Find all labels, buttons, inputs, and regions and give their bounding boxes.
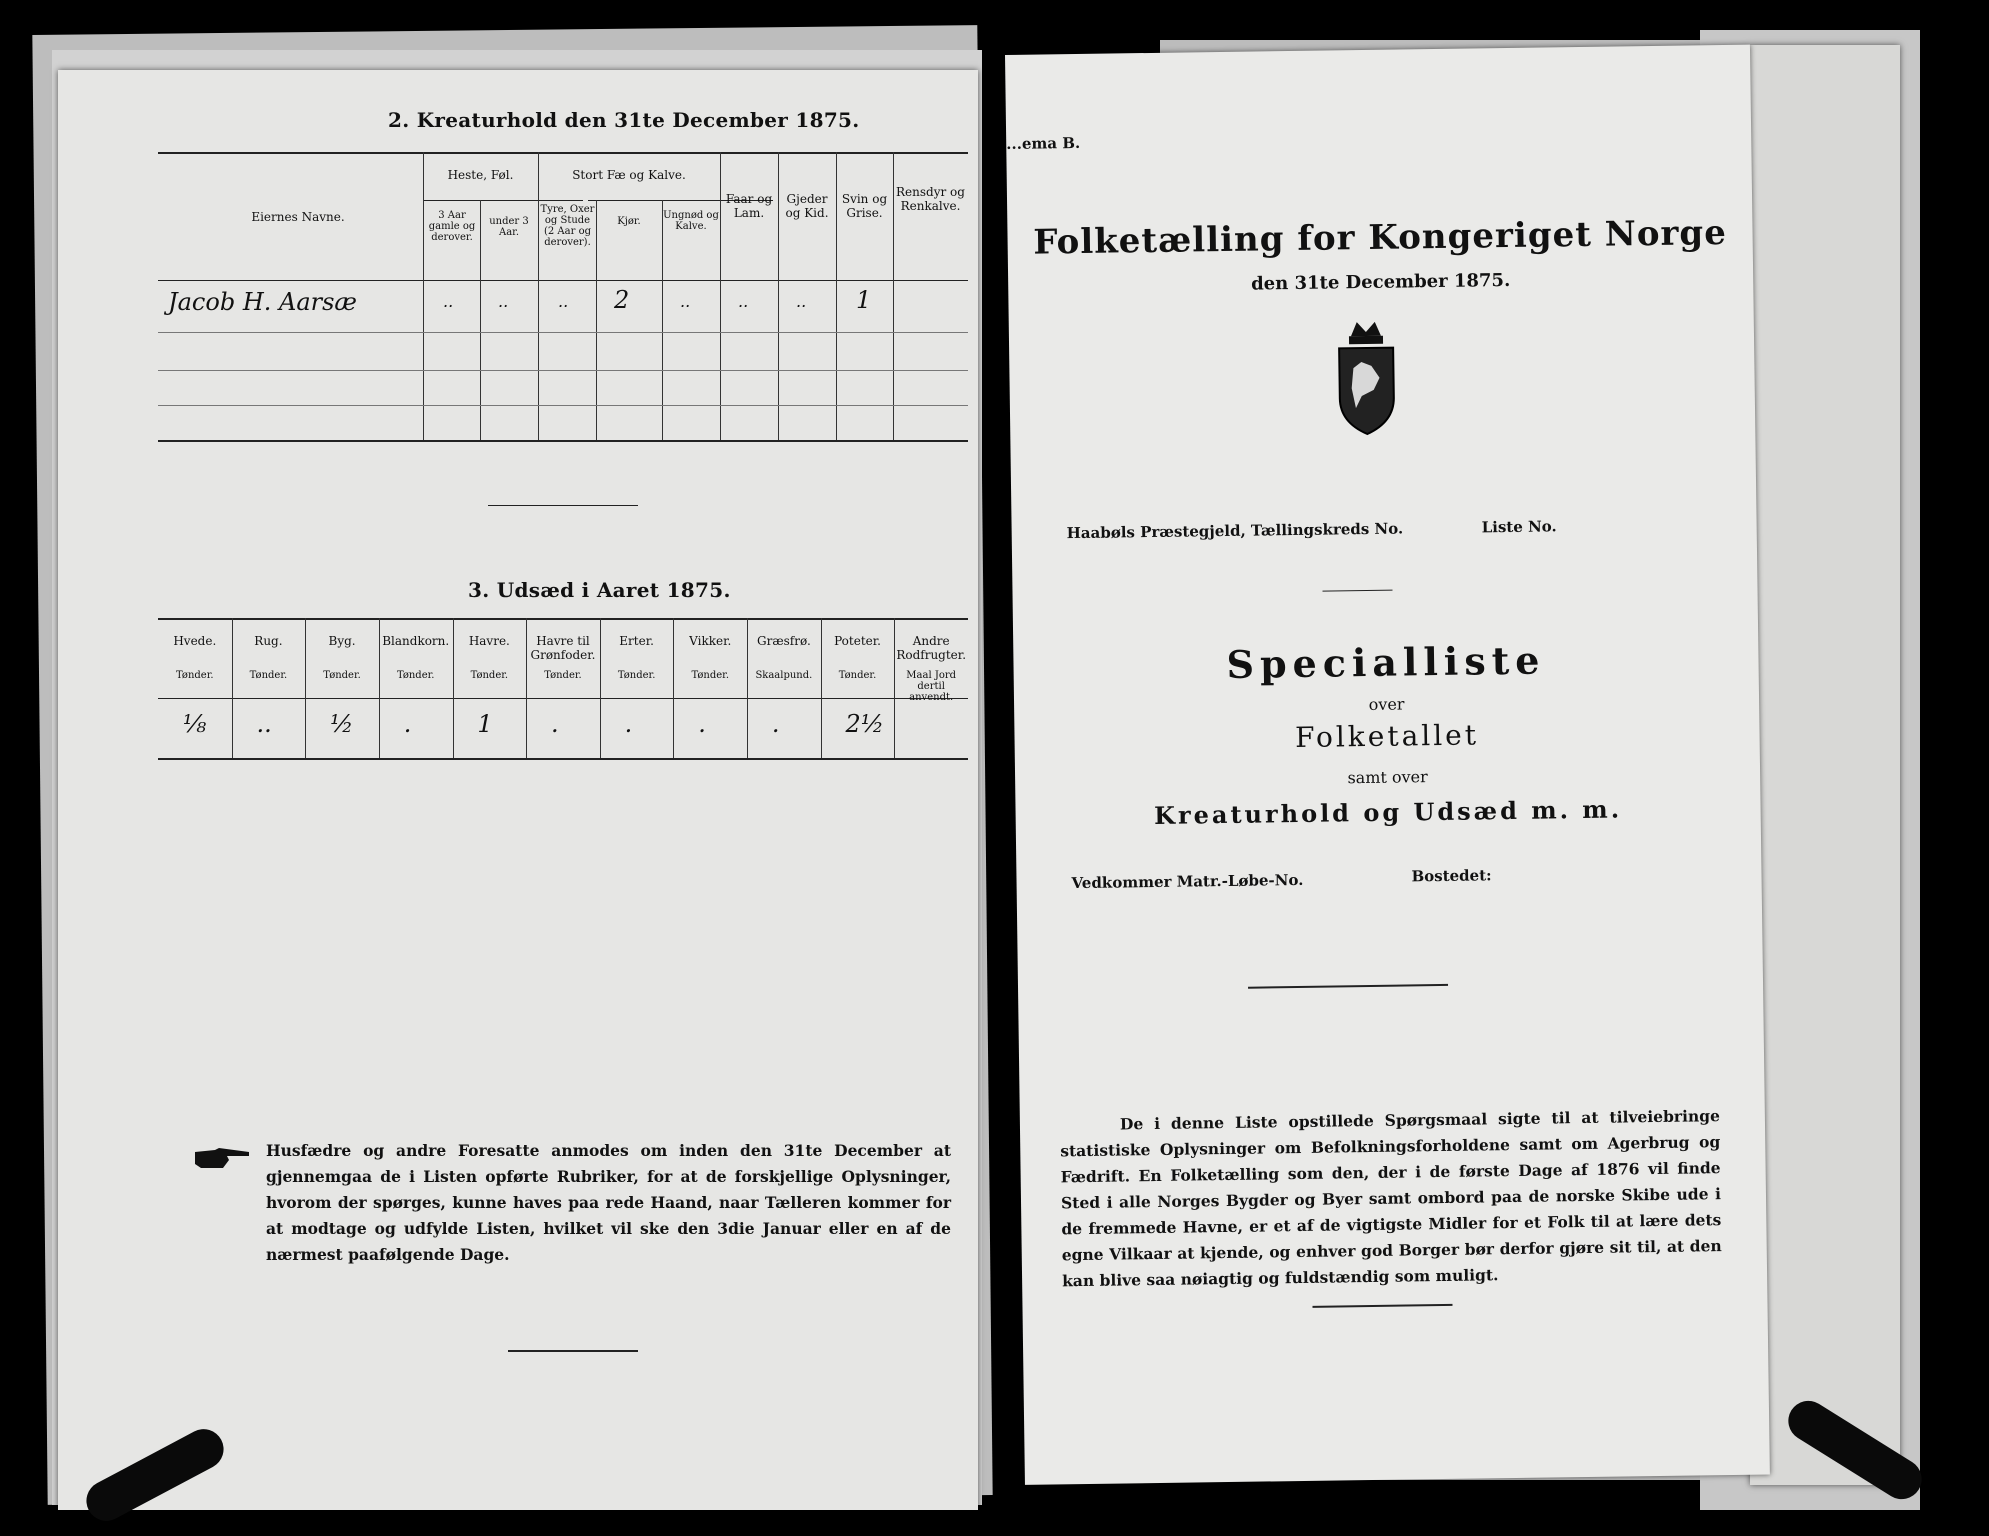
cows-cell: 2 <box>614 286 630 314</box>
section-separator <box>488 505 638 506</box>
row-rule <box>158 332 968 333</box>
horses-subhead-rule <box>423 200 583 201</box>
seed-col-unit: Tønder. <box>249 670 288 681</box>
seed-section-title: 3. Udsæd i Aaret 1875. <box>468 578 731 602</box>
bulls-header: Tyre, Oxer og Stude (2 Aar og derover). <box>540 204 595 248</box>
col-owner-header: Eiernes Navne. <box>251 210 345 224</box>
census-title: Folketælling for Kongeriget Norge <box>1033 212 1728 263</box>
col-divider <box>423 152 424 440</box>
kreaturhold-text: Kreaturhold og Udsæd m. m. <box>1153 794 1623 830</box>
specialliste-heading: Specialliste <box>1226 637 1546 687</box>
bottom-separator <box>508 1350 638 1352</box>
seed-value-cell: ½ <box>330 710 354 738</box>
seed-col-unit: Tønder. <box>617 670 656 681</box>
left-page <box>58 70 978 1510</box>
seed-value-cell: 1 <box>477 710 493 738</box>
page-edge-right <box>1750 45 1900 1485</box>
seed-value-cell: .. <box>256 710 272 738</box>
notice-text: Husfædre og andre Foresatte anmodes om inden den 31te December at gjennemgaa de i Listen opførte Rubriker, for at de forskjellige Oplysninger, hvorom der spørges, kunne haves paa rede Haand, naar Tælleren kommer for at modtage og udfylde Listen, hvilket vil ske den 3die Januar eller en af de nærmest paafølgende Dage. <box>266 1141 951 1264</box>
seed-value-cell: . <box>698 710 706 738</box>
livestock-section-title: 2. Kreaturhold den 31te December 1875. <box>388 108 860 132</box>
explanation-paragraph: De i denne Liste opstillede Spørgsmaal sigte til at tilveiebringe statistiske Oplysninger om Befolkningsforholdene samt om Agerbrug og Fædrift. En Folketælling som den, der i de første Dage af 1876 vil finde Sted i alle Norges Bygder og Byer samt ombord paa de norske Skibe ude i de fremmede Havne, er et af de vigtigste Midler for et Folk til at lære dets egne Vilkaar at kjende, og enhver god Borger bør derfor gjøre sit til, at den kan blive saa nøiagtig og fuldstændig som muligt. <box>1060 1106 1722 1291</box>
col-divider <box>538 152 539 440</box>
list-number-label: Liste No. <box>1481 517 1557 537</box>
seed-value-cell: . <box>551 710 559 738</box>
pigs-cell: 1 <box>856 286 872 314</box>
cattle-group-header: Stort Fæ og Kalve. <box>572 168 686 182</box>
seed-col-header: Havre til Grønfoder. <box>530 634 596 662</box>
matr-label: Vedkommer Matr.-Løbe-No. <box>1071 870 1304 893</box>
young-cattle-header: Ungnød og Kalve. <box>663 210 719 232</box>
seed-col-unit: Tønder. <box>544 670 582 681</box>
col-divider <box>662 200 663 440</box>
goats-cell: .. <box>796 292 807 311</box>
pointing-hand-icon <box>193 1146 253 1176</box>
row-rule <box>158 405 968 406</box>
seed-col-unit: Tønder. <box>691 670 730 681</box>
seed-col-unit: Tønder. <box>323 670 361 681</box>
pigs-header: Svin og Grise. <box>841 192 888 220</box>
over-text: over <box>1368 694 1405 714</box>
seed-table-top-rule <box>158 618 968 620</box>
owner-name-cell: Jacob H. Aarsæ <box>168 288 357 316</box>
signature-rule <box>1248 984 1448 989</box>
goats-header: Gjeder og Kid. <box>785 192 829 220</box>
seed-col-header: Poteter. <box>834 634 881 648</box>
sheep-cell: .. <box>738 292 749 311</box>
young-cattle-cell: .. <box>680 292 691 311</box>
form-corner-label: ...ema B. <box>1006 133 1081 153</box>
seed-col-header: Erter. <box>619 634 654 648</box>
seed-value-cell: . <box>403 710 412 738</box>
folketallet-text: Folketallet <box>1294 718 1480 755</box>
right-page <box>1005 45 1770 1485</box>
seed-col-unit: Maal Jord dertil anvendt. <box>906 670 957 703</box>
row-rule <box>158 370 968 371</box>
seed-col-unit: Tønder. <box>838 670 877 681</box>
cows-header: Kjør. <box>617 216 641 227</box>
parish-label: Haabøls Præstegjeld, Tællingskreds No. <box>1066 519 1404 543</box>
reindeer-header: Rensdyr og Renkalve. <box>896 185 965 213</box>
seed-col-header: Blandkorn. <box>382 634 450 648</box>
census-date: den 31te December 1875. <box>1250 269 1511 295</box>
seed-col-unit: Skaalpund. <box>755 670 813 681</box>
seed-col-unit: Tønder. <box>396 670 435 681</box>
seed-col-header: Rug. <box>254 634 283 648</box>
seed-col-header: Havre. <box>468 634 510 648</box>
seed-col-unit: Tønder. <box>470 670 509 681</box>
col-divider <box>596 200 597 440</box>
sheep-header: Faar og Lam. <box>725 192 773 220</box>
table-bottom-rule <box>158 440 968 442</box>
table-top-rule <box>158 152 968 154</box>
horses-3plus-header: 3 Aar gamle og derover. <box>428 210 476 243</box>
coat-of-arms-icon <box>1331 318 1403 443</box>
seed-value-cell: 2½ <box>845 710 885 738</box>
seed-col-header: Byg. <box>328 634 356 648</box>
end-rule <box>1312 1304 1452 1308</box>
seed-table-header-rule <box>158 698 968 699</box>
seed-col-header: Vikker. <box>689 634 732 648</box>
seed-col-header: Hvede. <box>173 634 217 648</box>
horses-under3-cell: .. <box>498 292 509 311</box>
short-rule <box>1323 590 1393 592</box>
bulls-cell: .. <box>558 292 569 311</box>
seed-value-cell: . <box>771 710 780 738</box>
seed-table-bottom-rule <box>158 758 968 760</box>
seed-value-cell: . <box>624 710 633 738</box>
samt-over-text: samt over <box>1347 767 1428 788</box>
bosted-label: Bostedet: <box>1411 866 1492 886</box>
seed-col-header: Andre Rodfrugter. <box>896 634 967 662</box>
seed-value-cell: ⅛ <box>182 710 207 738</box>
table-header-rule <box>158 280 968 281</box>
seed-col-unit: Tønder. <box>176 670 214 681</box>
seed-col-header: Græsfrø. <box>757 634 811 648</box>
horses-3plus-cell: .. <box>443 292 454 311</box>
horses-group-header: Heste, Føl. <box>447 168 514 182</box>
horses-under3-header: under 3 Aar. <box>489 216 529 238</box>
